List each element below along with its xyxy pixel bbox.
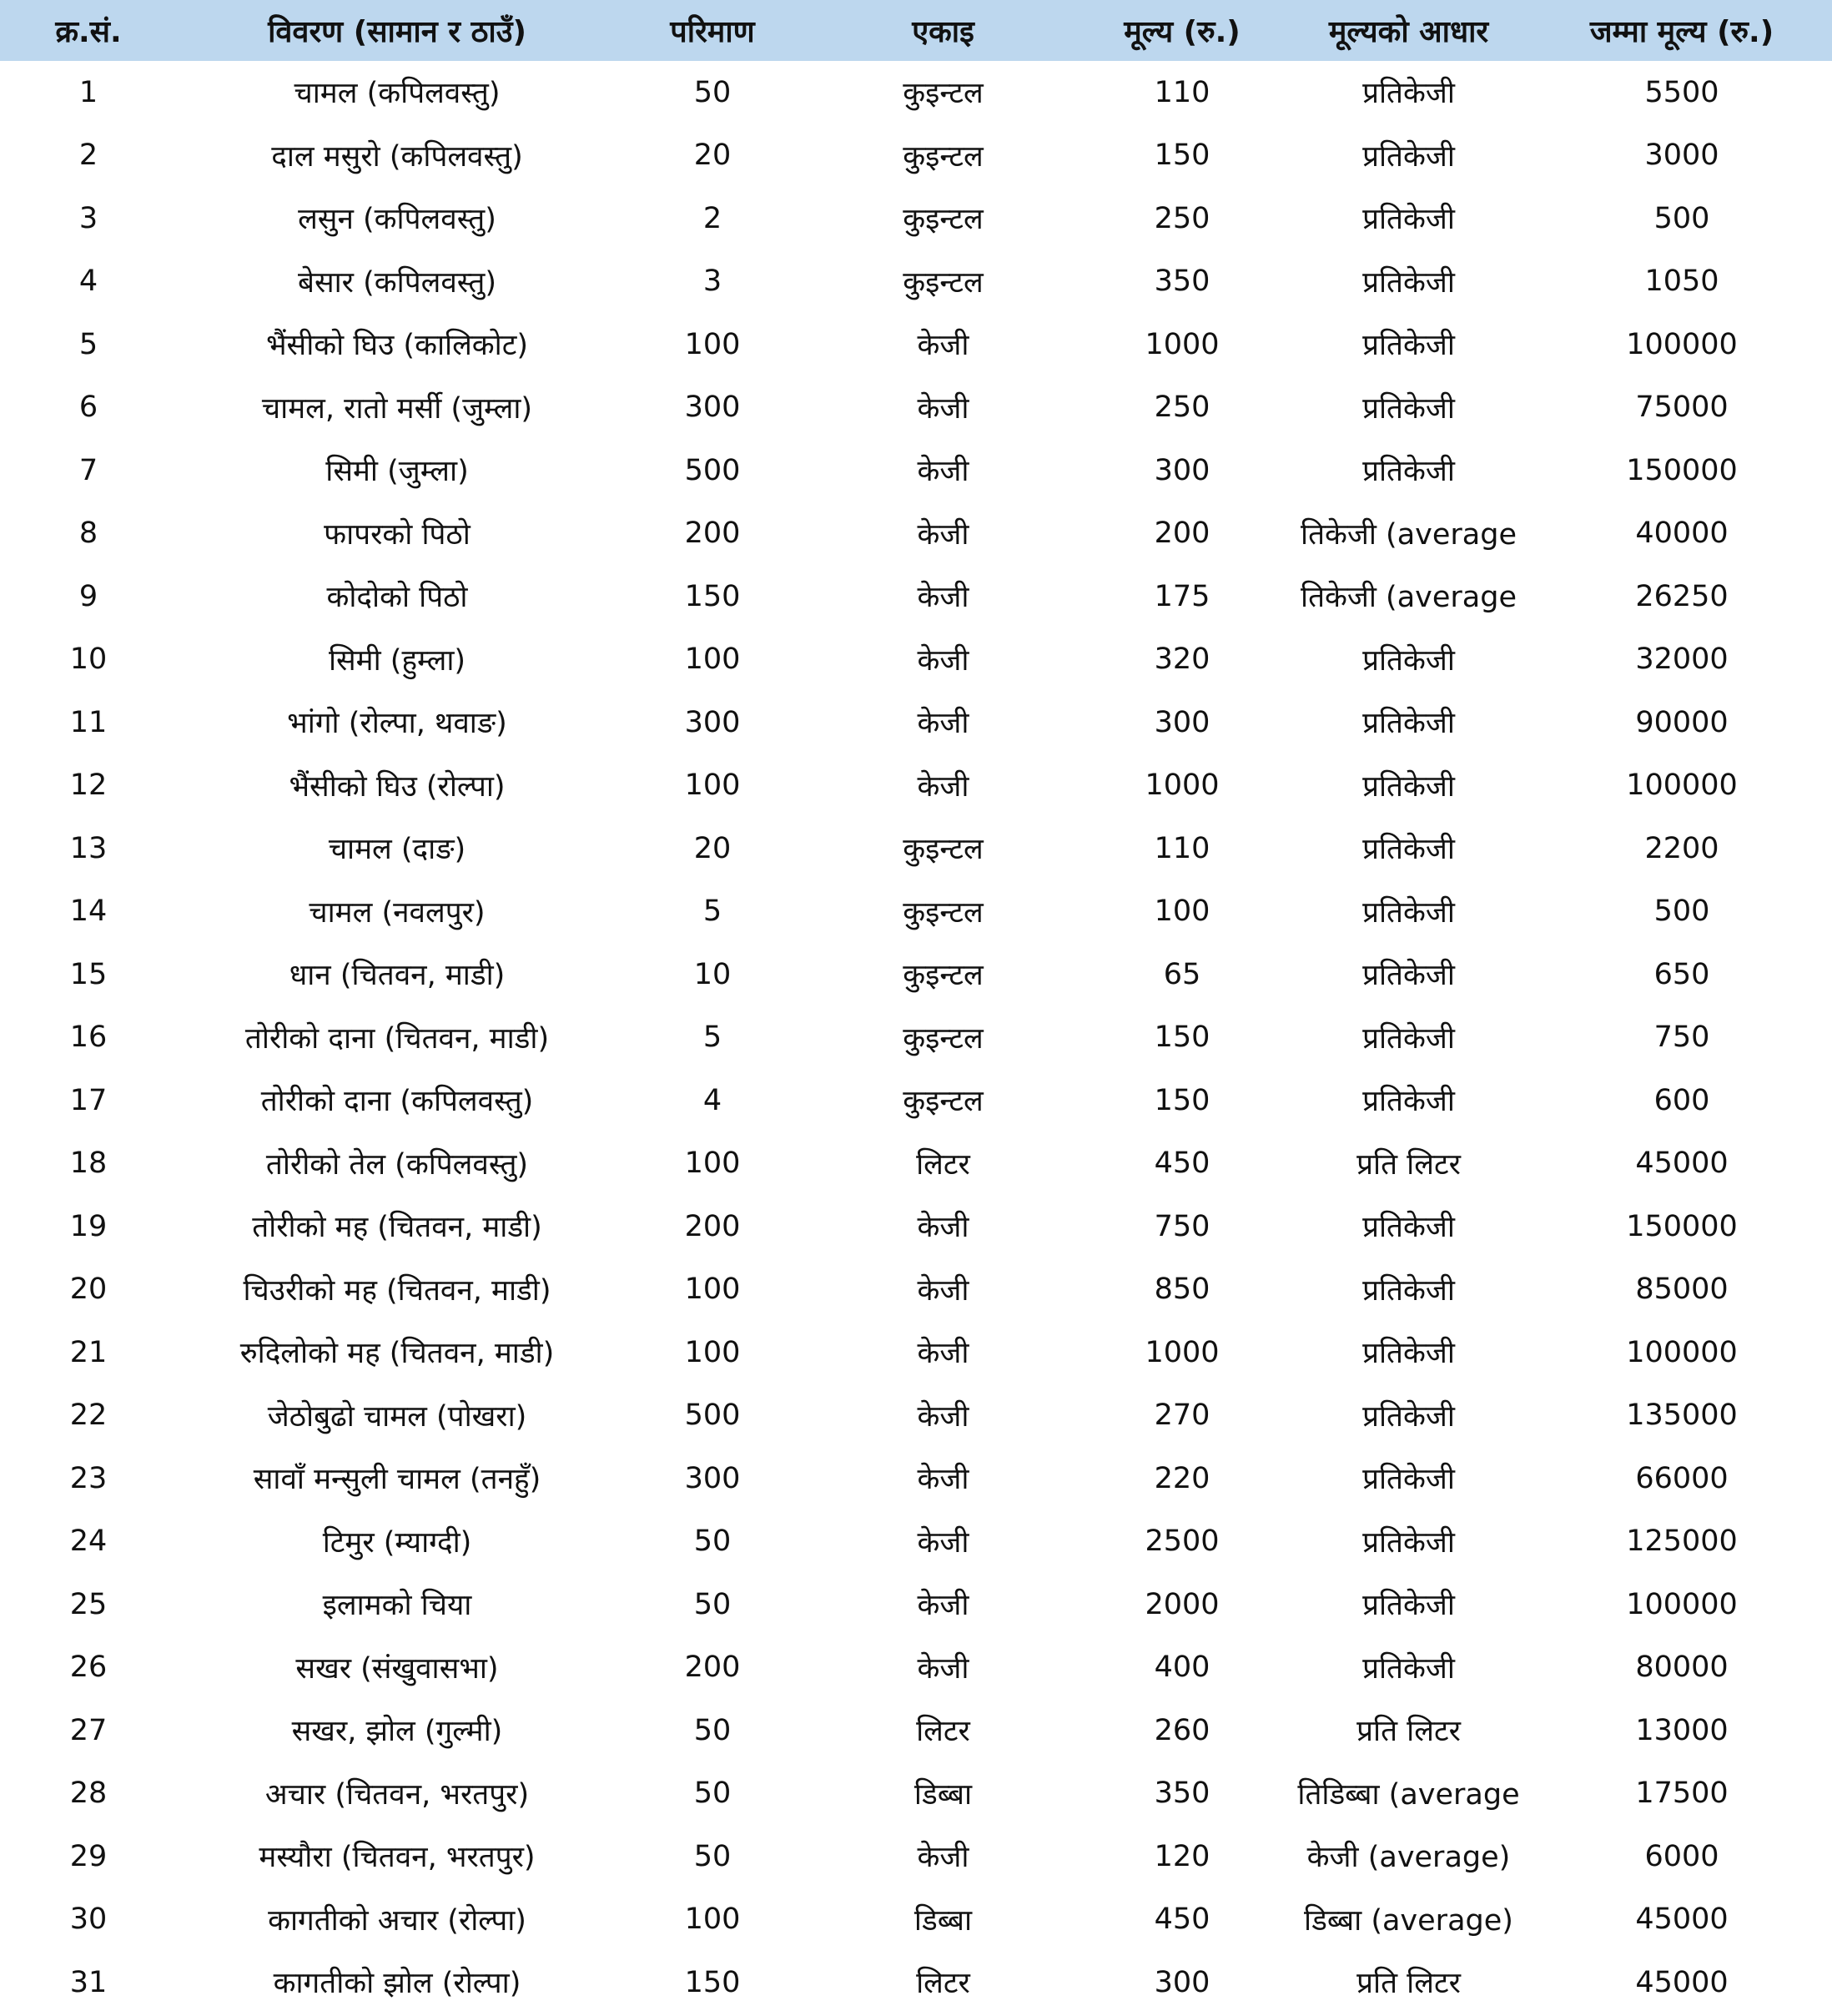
cell-price: 150 xyxy=(1154,1021,1210,1055)
table-row xyxy=(0,187,1832,250)
cell-total: 3000 xyxy=(1644,139,1719,173)
cell-quantity: 50 xyxy=(693,1587,732,1621)
cell-quantity: 20 xyxy=(693,831,732,865)
cell-description: भैंसीको घिउ (कालिकोट) xyxy=(265,329,529,363)
cell-quantity: 50 xyxy=(693,1525,732,1559)
cell-price-basis: प्रतिकेजी xyxy=(1362,203,1455,237)
cell-price: 270 xyxy=(1154,1399,1210,1433)
cell-unit: केजी xyxy=(917,1463,969,1497)
cell-unit: कुइन्टल xyxy=(903,77,984,111)
cell-price-basis: प्रति लिटर xyxy=(1356,1967,1461,2001)
cell-total: 100000 xyxy=(1626,1335,1738,1369)
cell-price-basis: प्रतिकेजी xyxy=(1362,1463,1455,1497)
cell-price-basis: प्रतिकेजी xyxy=(1362,1021,1455,1056)
cell-price: 150 xyxy=(1154,139,1210,173)
cell-unit: कुइन्टल xyxy=(903,1085,984,1119)
cell-unit: केजी xyxy=(917,329,969,363)
cell-price-basis: केजी (average) xyxy=(1306,1841,1511,1875)
table-row xyxy=(0,1447,1832,1510)
col-serial-header: क्र.सं. xyxy=(55,15,122,49)
cell-serial: 1 xyxy=(78,75,98,109)
cell-quantity: 500 xyxy=(684,1399,741,1433)
cell-description: टिमुर (म्याग्दी) xyxy=(322,1525,472,1560)
cell-unit: कुइन्टल xyxy=(903,1021,984,1056)
cell-quantity: 300 xyxy=(684,1461,741,1495)
table-row xyxy=(0,943,1832,1006)
cell-price: 300 xyxy=(1154,1965,1210,1999)
cell-serial: 17 xyxy=(69,1083,108,1117)
cell-price-basis: तिडिब्बा (average xyxy=(1297,1777,1520,1812)
cell-serial: 31 xyxy=(69,1965,108,1999)
table-row xyxy=(0,250,1832,314)
cell-quantity: 150 xyxy=(684,579,741,613)
cell-description: सिमी (हुम्ला) xyxy=(328,643,466,678)
cell-unit: कुइन्टल xyxy=(903,265,984,300)
cell-unit: लिटर xyxy=(916,1147,970,1182)
cell-price: 250 xyxy=(1154,201,1210,235)
cell-total: 150000 xyxy=(1626,453,1738,487)
cell-price: 350 xyxy=(1154,265,1210,299)
cell-total: 26250 xyxy=(1635,579,1729,613)
cell-description: धान (चितवन, माडी) xyxy=(289,959,506,993)
cell-serial: 24 xyxy=(69,1525,108,1559)
cell-unit: केजी xyxy=(917,769,969,804)
cell-price: 175 xyxy=(1154,579,1210,613)
header-row xyxy=(0,0,1832,61)
cell-price-basis: प्रतिकेजी xyxy=(1362,959,1455,993)
cell-quantity: 300 xyxy=(684,705,741,739)
cell-total: 650 xyxy=(1653,957,1710,991)
cell-serial: 30 xyxy=(69,1903,108,1937)
cell-price-basis: प्रतिकेजी xyxy=(1362,1211,1455,1245)
cell-description: फापरको पिठो xyxy=(324,517,471,552)
cell-serial: 11 xyxy=(69,705,108,739)
cell-quantity: 100 xyxy=(684,769,741,803)
col-quantity-header: परिमाण xyxy=(670,15,755,49)
cell-price-basis: प्रतिकेजी xyxy=(1362,329,1455,363)
cell-serial: 10 xyxy=(69,643,108,677)
cell-description: चामल (कपिलवस्तु) xyxy=(294,77,501,111)
cell-serial: 16 xyxy=(69,1021,108,1055)
cell-serial: 19 xyxy=(69,1209,108,1243)
table-row xyxy=(0,628,1832,692)
cell-total: 500 xyxy=(1653,895,1710,929)
cell-quantity: 100 xyxy=(684,1903,741,1937)
cell-price: 1000 xyxy=(1145,769,1220,803)
cell-total: 6000 xyxy=(1644,1839,1719,1873)
cell-price-basis: प्रतिकेजी xyxy=(1362,455,1455,489)
table-row xyxy=(0,1888,1832,1952)
col-unit-header: एकाइ xyxy=(912,15,974,49)
cell-quantity: 100 xyxy=(684,1273,741,1307)
cell-serial: 15 xyxy=(69,957,108,991)
cell-serial: 22 xyxy=(69,1399,108,1433)
col-description-header: विवरण (सामान र ठाउँ) xyxy=(268,15,526,49)
cell-serial: 14 xyxy=(69,895,108,929)
cell-price: 400 xyxy=(1154,1651,1210,1685)
cell-unit: डिब्बा xyxy=(913,1777,973,1812)
cell-description: तोरीको मह (चितवन, माडी) xyxy=(252,1211,542,1245)
cell-description: कागतीको अचार (रोल्पा) xyxy=(268,1903,526,1938)
cell-quantity: 50 xyxy=(693,1839,732,1873)
cell-serial: 6 xyxy=(78,391,98,425)
cell-description: अचार (चितवन, भरतपुर) xyxy=(264,1777,530,1812)
cell-unit: कुइन्टल xyxy=(903,895,984,930)
cell-unit: केजी xyxy=(917,707,969,741)
cell-unit: केजी xyxy=(917,517,969,552)
cell-price: 450 xyxy=(1154,1903,1210,1937)
cell-description: सखर (संखुवासभा) xyxy=(295,1651,499,1686)
cell-unit: कुइन्टल xyxy=(903,833,984,867)
cell-quantity: 3 xyxy=(702,265,722,299)
cell-description: कागतीको झोल (रोल्पा) xyxy=(273,1967,521,2001)
table-body xyxy=(0,61,1832,2014)
cell-unit: लिटर xyxy=(916,1715,970,1749)
cell-serial: 7 xyxy=(78,453,98,487)
cell-price-basis: प्रतिकेजी xyxy=(1362,391,1455,426)
cell-quantity: 300 xyxy=(684,391,741,425)
cell-price: 110 xyxy=(1154,75,1210,109)
cell-unit: केजी xyxy=(917,391,969,426)
cell-price-basis: प्रतिकेजी xyxy=(1362,1589,1455,1623)
cell-price: 150 xyxy=(1154,1083,1210,1117)
cell-serial: 9 xyxy=(78,579,98,613)
cell-unit: केजी xyxy=(917,643,969,678)
cell-quantity: 200 xyxy=(684,517,741,551)
table-row xyxy=(0,124,1832,188)
cell-serial: 12 xyxy=(69,769,108,803)
cell-total: 750 xyxy=(1653,1021,1710,1055)
cell-description: दाल मसुरो (कपिलवस्तु) xyxy=(271,139,523,174)
table-row xyxy=(0,1069,1832,1132)
table-row xyxy=(0,1258,1832,1322)
cell-unit: केजी xyxy=(917,581,969,615)
cell-price-basis: प्रति लिटर xyxy=(1356,1147,1461,1182)
table-row xyxy=(0,1132,1832,1196)
cell-price: 850 xyxy=(1154,1273,1210,1307)
cell-total: 45000 xyxy=(1635,1903,1729,1937)
cell-price-basis: प्रतिकेजी xyxy=(1362,833,1455,867)
cell-description: चामल (दाङ) xyxy=(328,833,466,867)
cell-unit: लिटर xyxy=(916,1967,970,2001)
cell-price: 450 xyxy=(1154,1147,1210,1181)
cell-price: 350 xyxy=(1154,1777,1210,1811)
cell-total: 80000 xyxy=(1635,1651,1729,1685)
cell-total: 600 xyxy=(1653,1083,1710,1117)
cell-price: 2500 xyxy=(1145,1525,1220,1559)
cell-price-basis: प्रतिकेजी xyxy=(1362,1273,1455,1308)
cell-unit: केजी xyxy=(917,1651,969,1686)
cell-serial: 25 xyxy=(69,1587,108,1621)
cell-serial: 20 xyxy=(69,1273,108,1307)
cell-serial: 29 xyxy=(69,1839,108,1873)
cell-price: 65 xyxy=(1163,957,1201,991)
cell-price-basis: डिब्बा (average) xyxy=(1304,1903,1513,1938)
table-row xyxy=(0,439,1832,502)
cell-price-basis: प्रतिकेजी xyxy=(1362,1399,1455,1434)
table-row xyxy=(0,1510,1832,1574)
cell-serial: 21 xyxy=(69,1335,108,1369)
cell-total: 17500 xyxy=(1635,1777,1729,1811)
cell-price: 110 xyxy=(1154,831,1210,865)
cell-total: 13000 xyxy=(1635,1713,1729,1747)
cell-unit: केजी xyxy=(917,1211,969,1245)
cell-total: 45000 xyxy=(1635,1965,1729,1999)
cell-serial: 28 xyxy=(69,1777,108,1811)
cell-price-basis: प्रति लिटर xyxy=(1356,1715,1461,1749)
cell-price-basis: प्रतिकेजी xyxy=(1362,1651,1455,1686)
cell-price-basis: प्रतिकेजी xyxy=(1362,1525,1455,1560)
cell-price: 250 xyxy=(1154,391,1210,425)
cell-price: 100 xyxy=(1154,895,1210,929)
cell-price-basis: तिकेजी (average xyxy=(1301,517,1517,552)
cell-description: जेठोबुढो चामल (पोखरा) xyxy=(267,1399,527,1434)
cell-description: मस्यौरा (चितवन, भरतपुर) xyxy=(259,1841,536,1875)
cell-total: 32000 xyxy=(1635,643,1729,677)
cell-total: 75000 xyxy=(1635,391,1729,425)
cell-quantity: 10 xyxy=(693,957,732,991)
cell-total: 90000 xyxy=(1635,705,1729,739)
cell-quantity: 150 xyxy=(684,1965,741,1999)
cell-quantity: 100 xyxy=(684,1335,741,1369)
cell-price-basis: प्रतिकेजी xyxy=(1362,265,1455,300)
cell-description: तोरीको दाना (चितवन, माडी) xyxy=(244,1021,550,1056)
cell-unit: केजी xyxy=(917,1273,969,1308)
cell-serial: 2 xyxy=(78,139,98,173)
cell-serial: 8 xyxy=(78,517,98,551)
cell-price-basis: प्रतिकेजी xyxy=(1362,707,1455,741)
cell-description: चामल (नवलपुर) xyxy=(309,895,486,930)
cell-total: 100000 xyxy=(1626,769,1738,803)
cell-quantity: 500 xyxy=(684,453,741,487)
cell-price: 300 xyxy=(1154,453,1210,487)
cell-description: इलामको चिया xyxy=(322,1589,472,1623)
cell-price-basis: प्रतिकेजी xyxy=(1362,139,1455,174)
cell-total: 1050 xyxy=(1644,265,1719,299)
cell-total: 150000 xyxy=(1626,1209,1738,1243)
cell-description: तोरीको दाना (कपिलवस्तु) xyxy=(260,1085,534,1119)
cell-unit: कुइन्टल xyxy=(903,959,984,993)
cell-unit: केजी xyxy=(917,1841,969,1875)
cell-price: 1000 xyxy=(1145,327,1220,361)
cell-total: 500 xyxy=(1653,201,1710,235)
table-row xyxy=(0,1195,1832,1258)
cell-price: 260 xyxy=(1154,1713,1210,1747)
cell-description: चामल, रातो मर्सी (जुम्ला) xyxy=(261,391,533,426)
cell-serial: 27 xyxy=(69,1713,108,1747)
cell-description: रुदिलोको मह (चितवन, माडी) xyxy=(239,1337,555,1371)
cell-serial: 5 xyxy=(78,327,98,361)
cell-unit: केजी xyxy=(917,1337,969,1371)
table-row xyxy=(0,1762,1832,1826)
cell-price-basis: प्रतिकेजी xyxy=(1362,895,1455,930)
table-row xyxy=(0,1321,1832,1384)
cell-quantity: 5 xyxy=(702,895,722,929)
cell-total: 40000 xyxy=(1635,517,1729,551)
cell-quantity: 200 xyxy=(684,1651,741,1685)
cell-price-basis: प्रतिकेजी xyxy=(1362,643,1455,678)
cell-description: तोरीको तेल (कपिलवस्तु) xyxy=(265,1147,529,1182)
cell-description: भैंसीको घिउ (रोल्पा) xyxy=(289,769,506,804)
cell-description: लसुन (कपिलवस्तु) xyxy=(298,203,496,237)
cell-quantity: 50 xyxy=(693,75,732,109)
cell-serial: 23 xyxy=(69,1461,108,1495)
cell-price-basis: प्रतिकेजी xyxy=(1362,77,1455,111)
table-row xyxy=(0,1573,1832,1636)
cell-unit: केजी xyxy=(917,1589,969,1623)
cell-total: 100000 xyxy=(1626,327,1738,361)
cell-total: 45000 xyxy=(1635,1147,1729,1181)
cell-quantity: 2 xyxy=(702,201,722,235)
cell-total: 135000 xyxy=(1626,1399,1738,1433)
cell-description: सखर, झोल (गुल्मी) xyxy=(291,1715,503,1749)
cell-price: 200 xyxy=(1154,517,1210,551)
cell-quantity: 100 xyxy=(684,327,741,361)
cell-unit: डिब्बा xyxy=(913,1903,973,1938)
cell-description: चिउरीको मह (चितवन, माडी) xyxy=(243,1273,551,1308)
cell-quantity: 50 xyxy=(693,1713,732,1747)
cell-unit: कुइन्टल xyxy=(903,203,984,237)
table-row xyxy=(0,1636,1832,1700)
cell-price-basis: प्रतिकेजी xyxy=(1362,1337,1455,1371)
cell-quantity: 200 xyxy=(684,1209,741,1243)
table-row xyxy=(0,754,1832,818)
cell-total: 125000 xyxy=(1626,1525,1738,1559)
cell-price-basis: प्रतिकेजी xyxy=(1362,1085,1455,1119)
table-row xyxy=(0,376,1832,440)
cell-price: 300 xyxy=(1154,705,1210,739)
cell-price: 1000 xyxy=(1145,1335,1220,1369)
table-row xyxy=(0,880,1832,944)
cell-price: 2000 xyxy=(1145,1587,1220,1621)
cell-total: 5500 xyxy=(1644,75,1719,109)
col-price-basis-header: मूल्यको आधार xyxy=(1328,15,1489,49)
cell-price-basis: प्रतिकेजी xyxy=(1362,769,1455,804)
cell-total: 100000 xyxy=(1626,1587,1738,1621)
table-row xyxy=(0,313,1832,376)
cell-total: 85000 xyxy=(1635,1273,1729,1307)
col-price-header: मूल्य (रु.) xyxy=(1124,15,1241,49)
cell-description: सिमी (जुम्ला) xyxy=(325,455,469,489)
cell-serial: 3 xyxy=(78,201,98,235)
cell-quantity: 20 xyxy=(693,139,732,173)
cell-price: 120 xyxy=(1154,1839,1210,1873)
cell-total: 66000 xyxy=(1635,1461,1729,1495)
cell-price-basis: तिकेजी (average xyxy=(1301,581,1517,615)
table-row xyxy=(0,1384,1832,1448)
table-row xyxy=(0,502,1832,566)
cell-total: 2200 xyxy=(1644,831,1719,865)
cell-serial: 13 xyxy=(69,831,108,865)
cell-unit: केजी xyxy=(917,455,969,489)
table-row xyxy=(0,61,1832,124)
cell-price: 220 xyxy=(1154,1461,1210,1495)
cell-quantity: 100 xyxy=(684,643,741,677)
table-row xyxy=(0,817,1832,880)
table-row xyxy=(0,1951,1832,2014)
cell-quantity: 5 xyxy=(702,1021,722,1055)
cell-price: 320 xyxy=(1154,643,1210,677)
table-row xyxy=(0,691,1832,754)
cell-unit: कुइन्टल xyxy=(903,139,984,174)
cell-price: 750 xyxy=(1154,1209,1210,1243)
table-row xyxy=(0,1006,1832,1070)
table-row xyxy=(0,565,1832,628)
cell-unit: केजी xyxy=(917,1399,969,1434)
cell-description: कोदोको पिठो xyxy=(326,581,468,615)
cell-quantity: 100 xyxy=(684,1147,741,1181)
cell-quantity: 4 xyxy=(702,1083,722,1117)
cell-unit: केजी xyxy=(917,1525,969,1560)
cell-description: भांगो (रोल्पा, थवाङ) xyxy=(287,707,507,741)
table-row xyxy=(0,1699,1832,1762)
table-row xyxy=(0,1825,1832,1888)
cell-serial: 4 xyxy=(78,265,98,299)
cell-serial: 18 xyxy=(69,1147,108,1181)
col-total-header: जम्मा मूल्य (रु.) xyxy=(1589,15,1774,49)
cell-serial: 26 xyxy=(69,1651,108,1685)
cell-description: सावाँ मन्सुली चामल (तनहुँ) xyxy=(253,1463,541,1497)
cell-description: बेसार (कपिलवस्तु) xyxy=(297,265,497,300)
cell-quantity: 50 xyxy=(693,1777,732,1811)
